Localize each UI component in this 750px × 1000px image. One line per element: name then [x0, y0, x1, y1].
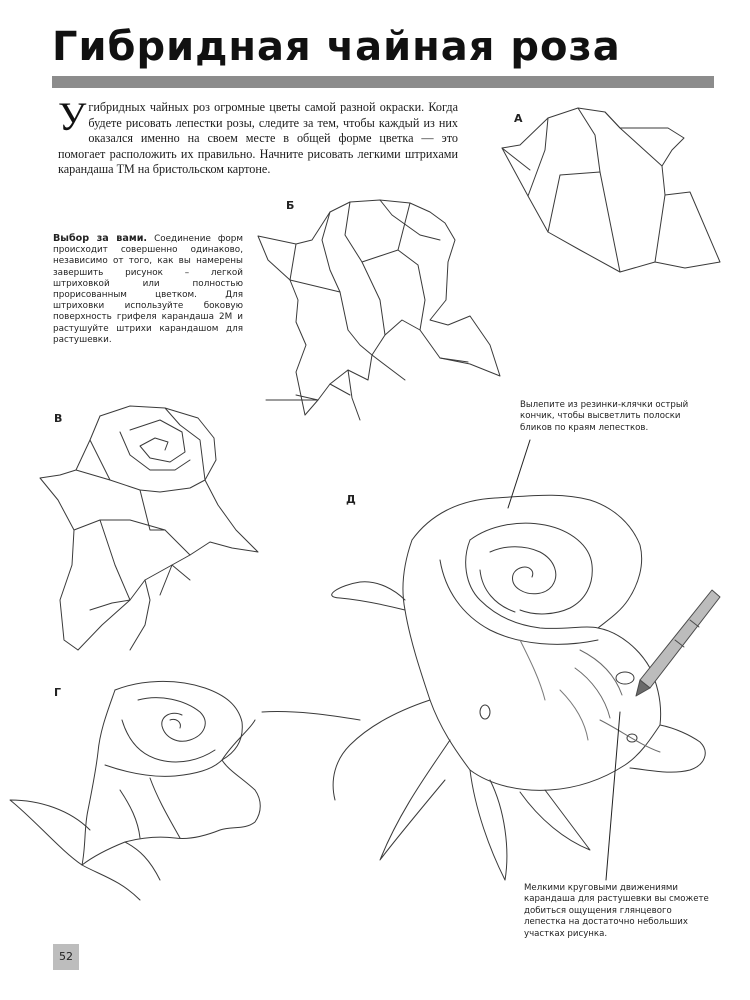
blending-stump	[636, 590, 720, 696]
callout-blending: Мелкими круговыми движениями карандаша для растушевки вы сможете добиться ощущения глянцевого лепестка на достаточно небольших участках рисунка.	[524, 883, 709, 939]
page-number: 52	[59, 950, 73, 963]
step-label-b: Б	[286, 199, 295, 212]
step-label-v: В	[54, 412, 63, 425]
tip-title: Выбор за вами.	[53, 233, 148, 244]
callout-blending-leader	[606, 712, 620, 880]
rose-sketch-step-a	[502, 108, 720, 272]
step-label-g: Г	[54, 686, 62, 699]
rose-sketch-step-v	[40, 406, 258, 650]
step-label-a: А	[514, 112, 523, 125]
page-number-box	[53, 944, 79, 970]
page-title: Гибридная чайная роза	[52, 24, 621, 70]
callout-eraser: Вылепите из резинки-клячки острый кончик, чтобы высветлить полоски бликов по краям лепестков.	[520, 400, 689, 433]
intro-dropcap: У	[58, 94, 87, 139]
callout-eraser-leader	[508, 440, 530, 508]
tip-text: Соединение форм происходит совершенно одинаково, независимо от того, как вы намерены завершить рисунок – легкой штриховкой или полностью прорисованным цветком. Для штриховки используйте боковую поверхность грифеля карандаша 2М и растушуйте штрихи карандашом для растушевки.	[53, 234, 243, 345]
rose-sketch-step-b	[258, 200, 500, 420]
rose-sketch-step-g	[10, 681, 260, 900]
step-label-d: Д	[346, 493, 356, 506]
intro-text: гибридных чайных роз огромные цветы самой разной окраски. Когда будете рисовать лепестки розы, следите за тем, чтобы каждый из них оказался именно на своем месте в общей форме цветка — это помогает расположить их правильно. Начните рисовать легкими штрихами карандаша ТМ на бристольском картоне.	[58, 100, 458, 176]
